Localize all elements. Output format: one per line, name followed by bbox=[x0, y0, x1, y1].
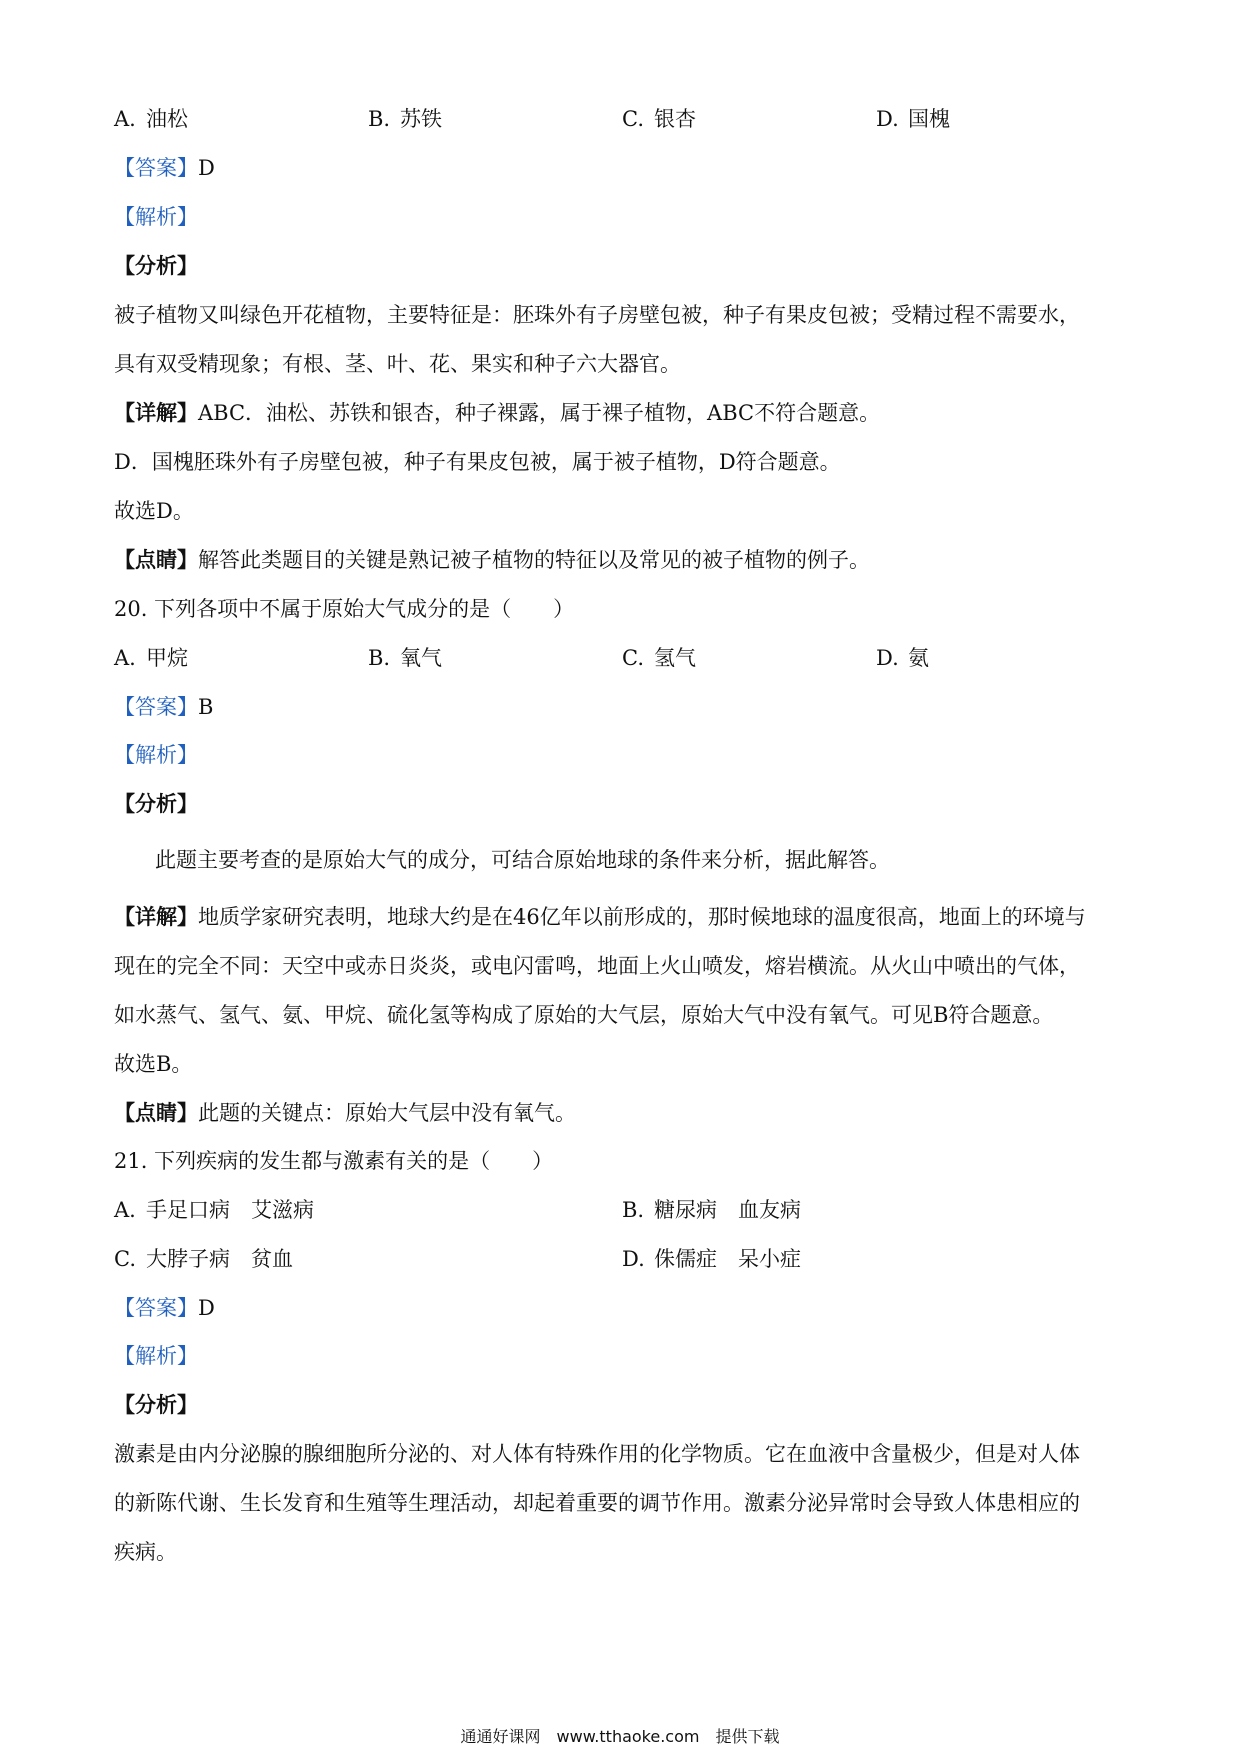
q20-analysis-tag: 【解析】 bbox=[114, 743, 198, 767]
q20-tip: 【点睛】此题的关键点：原始大气层中没有氧气。 bbox=[114, 1100, 576, 1125]
q19-fenxi-line2: 具有双受精现象；有根、茎、叶、花、果实和种子六大器官。 bbox=[114, 352, 681, 376]
q20-choose: 故选B。 bbox=[114, 1052, 193, 1076]
q21-fenxi-line2: 的新陈代谢、生长发育和生殖等生理活动，却起着重要的调节作用。激素分泌异常时会导致人体患相应的 bbox=[114, 1491, 1080, 1515]
q19-option-c: C. 银杏 bbox=[622, 107, 696, 131]
q20-question: 20. 下列各项中不属于原始大气成分的是（ ） bbox=[114, 597, 575, 621]
q20-option-c: C. 氢气 bbox=[622, 646, 696, 670]
q20-fenxi: 此题主要考查的是原始大气的成分，可结合原始地球的条件来分析，据此解答。 bbox=[155, 848, 890, 872]
q21-answer: 【答案】D bbox=[114, 1296, 215, 1320]
q19-option-a: A. 油松 bbox=[114, 107, 188, 131]
q19-fenxi-tag: 【分析】 bbox=[114, 253, 198, 278]
q20-option-d: D. 氨 bbox=[876, 646, 929, 670]
q20-fenxi-tag: 【分析】 bbox=[114, 791, 198, 816]
q21-option-d: D. 侏儒症 呆小症 bbox=[622, 1247, 801, 1271]
q21-option-a: A. 手足口病 艾滋病 bbox=[114, 1198, 314, 1222]
q21-option-b: B. 糖尿病 血友病 bbox=[622, 1198, 801, 1222]
q21-analysis-tag: 【解析】 bbox=[114, 1344, 198, 1368]
q19-answer: 【答案】D bbox=[114, 156, 215, 180]
q21-fenxi-line3: 疾病。 bbox=[114, 1540, 177, 1564]
q21-option-c: C. 大脖子病 贫血 bbox=[114, 1247, 293, 1271]
q19-detail-line2: D．国槐胚珠外有子房壁包被，种子有果皮包被，属于被子植物，D符合题意。 bbox=[114, 450, 841, 474]
q20-detail-line2: 现在的完全不同：天空中或赤日炎炎，或电闪雷鸣，地面上火山喷发，熔岩横流。从火山中喷出的气体， bbox=[114, 954, 1080, 978]
q19-detail-line1: 【详解】ABC．油松、苏铁和银杏，种子裸露，属于裸子植物，ABC不符合题意。 bbox=[114, 400, 881, 425]
q19-option-d: D. 国槐 bbox=[876, 107, 950, 131]
q19-tip: 【点睛】解答此类题目的关键是熟记被子植物的特征以及常见的被子植物的例子。 bbox=[114, 547, 870, 572]
q21-fenxi-tag: 【分析】 bbox=[114, 1392, 198, 1417]
q21-question: 21. 下列疾病的发生都与激素有关的是（ ） bbox=[114, 1149, 554, 1173]
q19-fenxi-line1: 被子植物又叫绿色开花植物，主要特征是：胚珠外有子房壁包被，种子有果皮包被；受精过程不需要水， bbox=[114, 303, 1080, 327]
q20-detail-line1: 【详解】地质学家研究表明，地球大约是在46亿年以前形成的，那时候地球的温度很高，地面上的环境与 bbox=[114, 904, 1086, 929]
q20-option-a: A. 甲烷 bbox=[114, 646, 188, 670]
q20-answer: 【答案】B bbox=[114, 695, 214, 719]
q19-analysis-tag: 【解析】 bbox=[114, 205, 198, 229]
page-footer: 通通好课网 www.tthaoke.com 提供下载 bbox=[460, 1727, 780, 1746]
q20-detail-line3: 如水蒸气、氢气、氨、甲烷、硫化氢等构成了原始的大气层，原始大气中没有氧气。可见B符合题意。 bbox=[114, 1003, 1054, 1027]
q19-choose: 故选D。 bbox=[114, 499, 194, 523]
q19-option-b: B. 苏铁 bbox=[368, 107, 442, 131]
q21-fenxi-line1: 激素是由内分泌腺的腺细胞所分泌的、对人体有特殊作用的化学物质。它在血液中含量极少，但是对人体 bbox=[114, 1442, 1080, 1466]
q20-option-b: B. 氧气 bbox=[368, 646, 442, 670]
